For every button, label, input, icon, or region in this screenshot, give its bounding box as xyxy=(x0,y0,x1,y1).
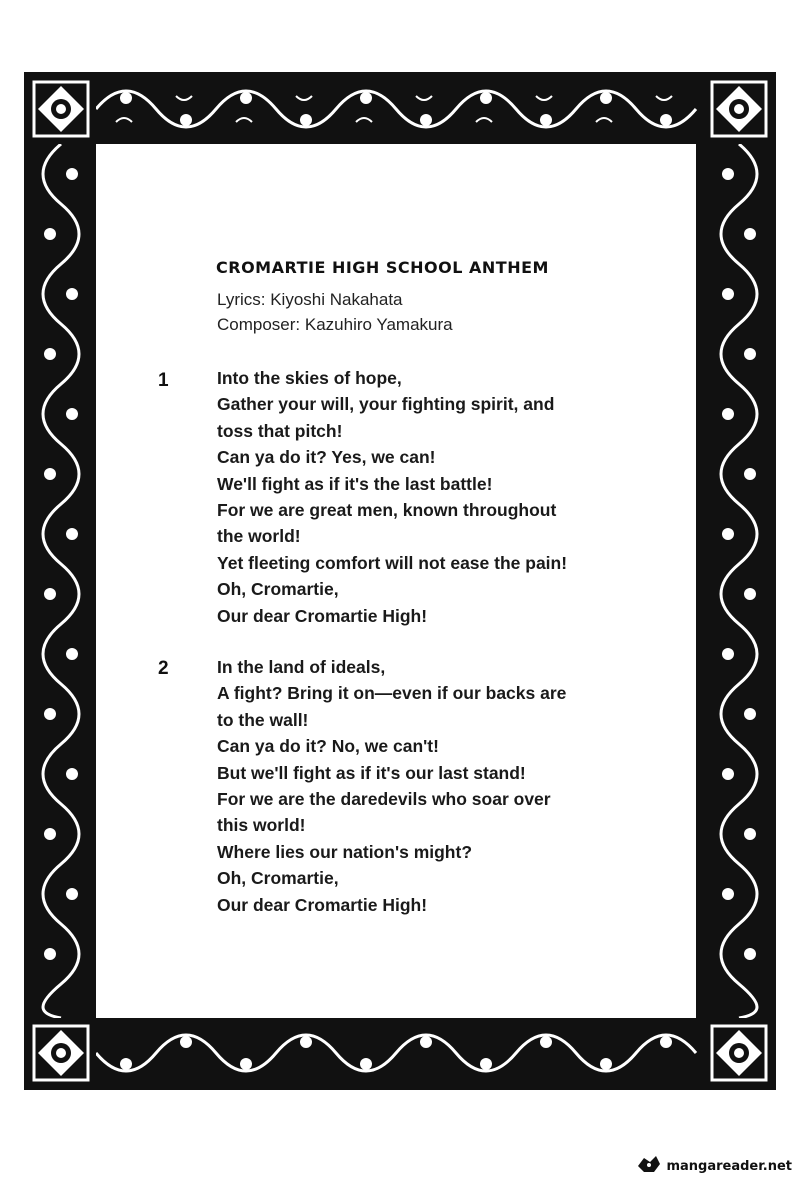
lyric-line: this world! xyxy=(217,815,306,836)
lyric-line: A fight? Bring it on—even if our backs are xyxy=(217,683,567,704)
bottom-vine-band xyxy=(96,1024,704,1082)
lyric-line: Our dear Cromartie High! xyxy=(217,894,428,915)
verse-2 xyxy=(217,654,597,918)
lyric-line: Oh, Cromartie, xyxy=(217,579,339,600)
right-vine-band xyxy=(710,144,768,1018)
lyric-line: to the wall! xyxy=(217,709,309,730)
lyric-line: Oh, Cromartie, xyxy=(217,868,339,889)
verse-number-2: 2 xyxy=(158,658,169,679)
lyric-line: Into the skies of hope, xyxy=(217,368,402,388)
corner-rosette-top-right xyxy=(708,78,770,140)
lyric-line: Yet fleeting comfort will not ease the pain! xyxy=(217,552,568,573)
verse-1 xyxy=(217,365,597,629)
lyric-line: For we are the daredevils who soar over xyxy=(217,788,551,809)
lyric-line: Where lies our nation's might? xyxy=(217,841,473,862)
lyric-line: We'll fight as if it's the last battle! xyxy=(217,473,493,494)
lyric-line: Gather your will, your fighting spirit, and xyxy=(217,394,555,415)
lyric-line: For we are great men, known throughout xyxy=(217,499,557,520)
corner-rosette-bottom-left xyxy=(30,1022,92,1084)
composer-credit: Composer: Kazuhiro Yamakura xyxy=(217,315,453,334)
left-vine-band xyxy=(32,144,90,1018)
lyric-line: In the land of ideals, xyxy=(217,657,386,677)
top-vine-band xyxy=(96,80,704,138)
lyric-line: But we'll fight as if it's our last stand! xyxy=(217,762,526,783)
lyric-line: Our dear Cromartie High! xyxy=(217,605,428,626)
ninja-mascot-icon xyxy=(636,1154,662,1178)
verse-number-1: 1 xyxy=(158,370,169,391)
corner-rosette-top-left xyxy=(30,78,92,140)
watermark xyxy=(636,1155,792,1177)
corner-rosette-bottom-right xyxy=(708,1022,770,1084)
lyric-line: the world! xyxy=(217,526,301,547)
lyric-line: Can ya do it? Yes, we can! xyxy=(217,447,436,468)
lyric-line: Can ya do it? No, we can't! xyxy=(217,736,439,757)
watermark-text: mangareader.net xyxy=(666,1158,792,1174)
lyrics-credit: Lyrics: Kiyoshi Nakahata xyxy=(217,290,403,309)
page-title: CROMARTIE HIGH SCHOOL ANTHEM xyxy=(216,258,549,277)
lyric-line: toss that pitch! xyxy=(217,420,343,441)
